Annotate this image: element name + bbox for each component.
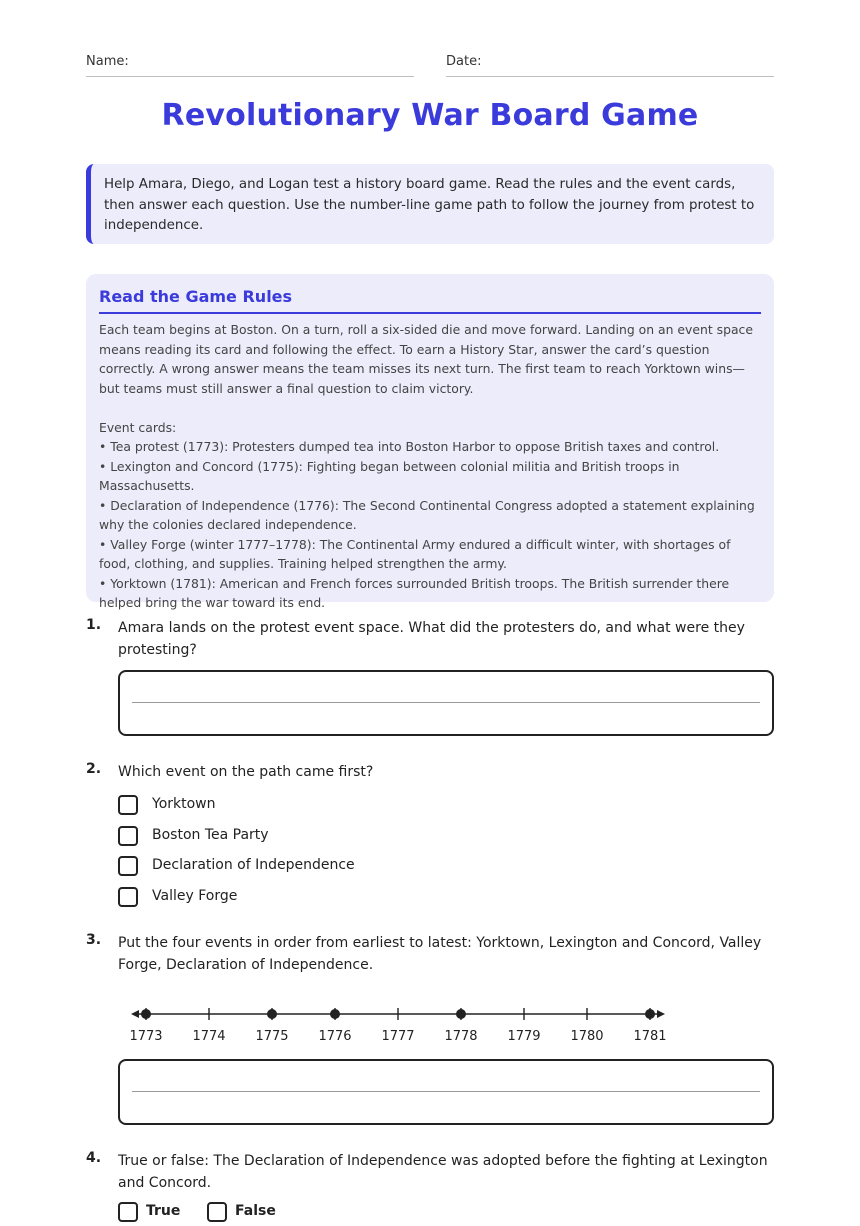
tick-label: 1776 [318,1029,352,1044]
answer-line [132,702,760,703]
question-number: 4. [86,1150,102,1166]
event-card: • Declaration of Independence (1776): The Second Continental Congress adopted a statement explaining why the colonies declared independence. [99,497,755,532]
checkbox[interactable] [118,826,138,846]
name-field[interactable] [86,54,414,77]
left-arrow-icon [131,1010,139,1018]
rules-heading: Read the Game Rules [99,286,761,314]
checkbox[interactable] [118,887,138,907]
question-1 [86,617,774,739]
question-number: 1. [86,617,102,633]
question-4 [86,1150,774,1219]
option-label: Yorktown [152,796,216,812]
question-text: Amara lands on the protest event space. What did the protesters do, and what were they protesting? [118,620,745,658]
question-number: 2. [86,761,102,777]
option-label: Boston Tea Party [152,827,269,843]
tick-label: 1781 [633,1029,667,1044]
checkbox[interactable] [118,1202,138,1222]
event-card: • Yorktown (1781): American and French forces surrounded British troops. The British surrender there helped bring the war toward its end. [99,575,730,610]
question-2 [86,761,774,911]
event-point [267,1009,277,1019]
option-label: False [235,1203,276,1219]
checkbox[interactable] [118,795,138,815]
tick-label: 1779 [507,1029,541,1044]
tick-label: 1773 [129,1029,163,1044]
number-line [118,1002,678,1050]
event-cards-label: Event cards: [99,419,177,435]
tick-label: 1777 [381,1029,415,1044]
option-label: Declaration of Independence [152,857,355,873]
intro-box: Help Amara, Diego, and Logan test a history board game. Read the rules and the event cards, then answer each question. Use the number-line game path to follow the journey from protest to independence. [86,164,774,244]
option-label: Valley Forge [152,888,238,904]
name-label: Name: [86,54,129,69]
event-card: • Lexington and Concord (1775): Fighting began between colonial militia and British troops in Massachusetts. [99,458,680,493]
checkbox[interactable] [207,1202,227,1222]
checkbox[interactable] [118,856,138,876]
tick-label: 1780 [570,1029,604,1044]
date-field[interactable] [446,54,774,77]
event-point [456,1009,466,1019]
event-point [645,1009,655,1019]
question-3 [86,932,774,1127]
page-title: Revolutionary War Board Game [161,98,699,133]
event-point [141,1009,151,1019]
question-number: 3. [86,932,102,948]
right-arrow-icon [657,1010,665,1018]
event-point [330,1009,340,1019]
tick-label: 1775 [255,1029,289,1044]
header-fields [86,54,774,78]
tick-label: 1774 [192,1029,226,1044]
question-text: True or false: The Declaration of Independence was adopted before the fighting at Lexington and Concord. [118,1153,768,1191]
event-card: • Tea protest (1773): Protesters dumped tea into Boston Harbor to oppose British taxes and control. [99,439,720,454]
rules-box [86,274,774,610]
event-card: • Valley Forge (winter 1777–1778): The Continental Army endured a difficult winter, with shortages of food, clothing, and supplies. Training helped strengthen the army. [99,536,731,571]
date-label: Date: [446,54,482,69]
question-text: Put the four events in order from earliest to latest: Yorktown, Lexington and Concord, Valley Forge, Declaration of Independence. [118,935,762,973]
rules-body: Each team begins at Boston. On a turn, roll a six-sided die and move forward. Landing on an event space means reading its card and following the effect. To earn a History Star, answer the card’s question correctly. A wrong answer means the team misses its next turn. The first team to reach Yorktown wins—but teams must still answer a final question to claim victory. [99,322,753,396]
answer-line [132,1091,760,1092]
question-text: Which event on the path came first? [118,764,374,780]
tick-label: 1778 [444,1029,478,1044]
answer-box[interactable] [118,1059,774,1125]
answer-box[interactable] [118,670,774,736]
option-label: True [146,1203,181,1219]
